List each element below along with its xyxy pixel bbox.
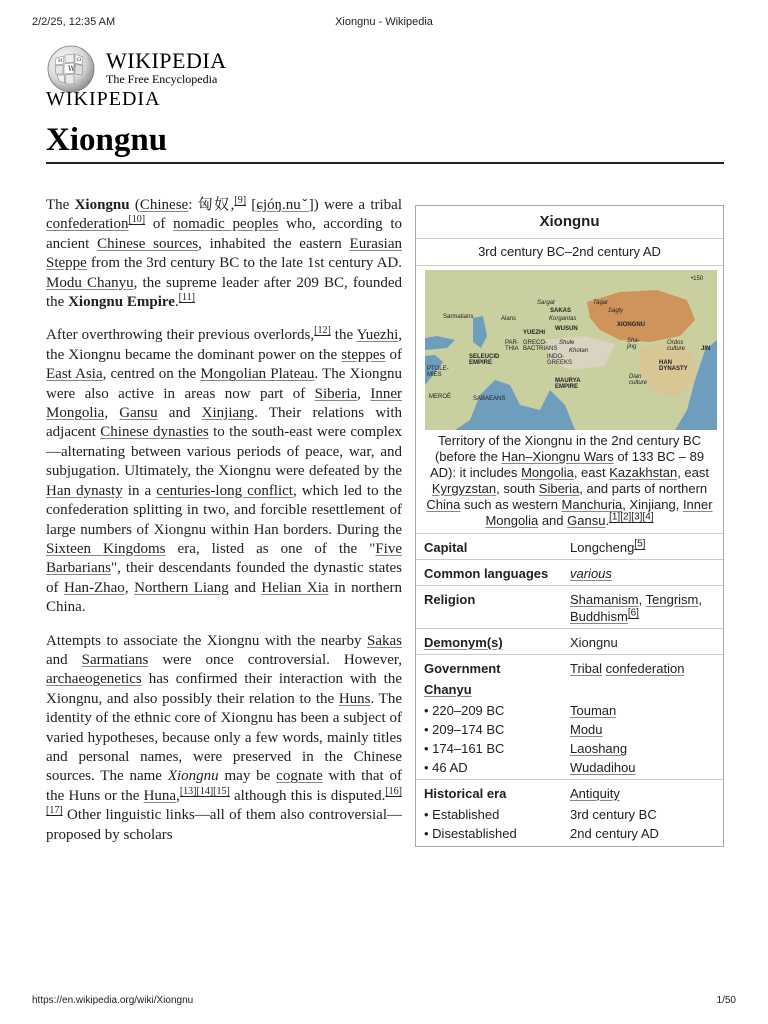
era-label: Historical era	[424, 786, 507, 801]
text: may be	[218, 768, 277, 785]
reference	[128, 214, 145, 225]
infobox-row-chanyu	[416, 758, 723, 779]
map-label-maurya: MAURYA EMPIRE	[555, 378, 581, 390]
text: ", their descendants founded the dynastic states of	[46, 560, 402, 596]
map-label-ordos: Ordos culture	[667, 340, 686, 352]
xiongnu-territory-map[interactable]	[425, 270, 717, 430]
print-page-title: Xiongnu - Wikipedia	[335, 16, 433, 28]
text: , east	[573, 465, 610, 480]
reference	[179, 292, 195, 303]
link-east-asia[interactable]: East Asia	[46, 366, 103, 383]
languages-label: Common languages	[424, 566, 549, 581]
capital-label: Capital	[424, 540, 468, 555]
wikipedia-globe-icon	[46, 44, 96, 94]
italic-term: Xiongnu	[167, 768, 219, 785]
link-five-barbarians[interactable]: Five Barbarians	[46, 540, 403, 577]
link-confederation[interactable]: confederation	[605, 661, 685, 676]
text: ,	[104, 405, 120, 422]
text: era, listed as one of the "	[165, 540, 376, 557]
link-cognate[interactable]: cognate	[276, 768, 323, 785]
link-gansu[interactable]: Gansu	[567, 513, 606, 528]
chanyu-years: • 46 AD	[424, 760, 468, 775]
ref-link[interactable]: [13]	[179, 785, 197, 797]
infobox-row-chanyu	[416, 739, 723, 758]
reference	[314, 325, 331, 336]
text: After overthrowing their previous overlords,	[46, 327, 315, 344]
chanyu-years: • 220–209 BC	[424, 703, 505, 718]
link-xinjiang[interactable]: Xinjiang	[201, 405, 255, 422]
ref-link[interactable]: [15]	[213, 785, 230, 797]
link-sarmatians[interactable]: Sarmatians	[81, 651, 149, 668]
map-label-yuezhi: YUEZHI	[523, 330, 546, 336]
ref-link[interactable]: [14]	[196, 785, 214, 797]
text: ,	[176, 787, 180, 804]
text: .	[174, 294, 179, 311]
capital-text: Longcheng	[570, 540, 635, 555]
bold-term: Xiongnu	[74, 197, 130, 213]
chanyu-label	[424, 681, 570, 698]
infobox-row-government	[416, 654, 723, 680]
map-label-wusun: WUSUN	[555, 326, 578, 332]
map-label-khotan: Khotan	[569, 348, 589, 354]
text: has confirmed their interaction with the Xiongnu, and also possibly their relation to the	[46, 671, 402, 707]
link-confederation[interactable]: confederation	[46, 216, 129, 233]
text: .	[605, 513, 610, 528]
link-yuezhi[interactable]: Yuezhi	[356, 327, 399, 344]
ref-link[interactable]: [11]	[178, 292, 195, 304]
demonym-label	[424, 634, 570, 651]
link-antiquity[interactable]: Antiquity	[570, 786, 620, 801]
text: although this is disputed.	[229, 787, 386, 804]
languages-value	[570, 565, 715, 582]
paragraph-intro	[46, 196, 402, 312]
link-pronunciation[interactable]: ɕjóŋ.nuˇ	[256, 197, 309, 213]
map-label-meroe: MEROË	[429, 394, 452, 400]
text: ,	[124, 579, 135, 596]
link-mongolian-plateau[interactable]: Mongolian Plateau	[200, 366, 315, 383]
text: of	[385, 346, 403, 363]
map-label-alans: Alans	[501, 316, 517, 322]
government-value	[570, 660, 715, 677]
capital-value	[570, 539, 715, 556]
text: the	[330, 327, 357, 344]
chanyu-name	[570, 759, 715, 776]
wikipedia-wordmark: WIKIPEDIA	[106, 48, 227, 73]
infobox-row-chanyu-header	[416, 680, 723, 701]
map-label-han: HAN DYNASTY	[659, 360, 688, 372]
infobox-map-caption	[416, 430, 723, 534]
text: in a	[122, 482, 157, 499]
svg-text:Ω: Ω	[77, 57, 82, 63]
text: and	[157, 405, 202, 422]
demonym-value: Xiongnu	[570, 635, 618, 650]
link-modu[interactable]: Modu	[570, 722, 603, 737]
link-steppes[interactable]: steppes	[341, 346, 386, 363]
text: ,	[698, 592, 703, 607]
reference	[628, 608, 639, 619]
text: and	[228, 579, 262, 596]
text: of 133 BC – 89 AD): it includes	[430, 449, 705, 480]
text: . The Xiongnu were also active in areas now part of	[46, 366, 402, 402]
print-url: https://en.wikipedia.org/wiki/Xiongnu	[32, 995, 194, 1006]
chanyu-name	[570, 702, 715, 719]
link-helian-xia[interactable]: Helian Xia	[261, 579, 329, 596]
ref-link[interactable]: [5]	[634, 538, 646, 550]
map-label-seleucid: SELEUCID EMPIRE	[469, 354, 500, 366]
text: were once controversial. However,	[148, 651, 402, 668]
link-inner-mongolia[interactable]: Inner Mongolia	[485, 497, 713, 528]
link-sakas[interactable]: Sakas	[367, 632, 402, 649]
text: ,	[638, 592, 646, 607]
map-label-jin: JIN	[701, 346, 711, 352]
link-gansu[interactable]: Gansu	[119, 405, 158, 422]
text: to the south-east were complex—alternating between various periods of peace, war, and subjugation. Ultimately, the Xiongnu were defeated by the	[46, 424, 403, 480]
map-label-korgantas: Korgantas	[549, 316, 577, 322]
text: Territory of the Xiongnu in the 2nd century BC (before the	[434, 433, 702, 464]
reference	[609, 512, 654, 523]
text: in northern China.	[46, 579, 402, 616]
text: ]) were a tribal	[308, 197, 402, 213]
established-label: • Established	[424, 807, 500, 822]
established-value: 3rd century BC	[570, 807, 657, 822]
text: (	[129, 197, 140, 213]
infobox-subtitle: 3rd century BC–2nd century AD	[416, 239, 723, 266]
infobox-row-capital	[416, 534, 723, 559]
link-china[interactable]: China	[426, 497, 461, 512]
paragraph-history	[46, 326, 402, 617]
bold-term: Xiongnu Empire	[68, 294, 175, 311]
svg-text:W: W	[68, 65, 76, 73]
text: and	[538, 513, 568, 528]
link-northern-liang[interactable]: Northern Liang	[134, 579, 229, 596]
text: . The identity of the ethnic core of Xiongnu has been a subject of varied hypotheses, because only a few words, mainly titles and personal names, were preserved in the Chinese sources. The name	[46, 690, 402, 785]
text: , centred on the	[102, 366, 201, 383]
link-han-dynasty[interactable]: Han dynasty	[46, 482, 123, 499]
map-label-parthia: PAR-THIA	[505, 340, 519, 352]
link-siberia[interactable]: Siberia	[314, 385, 358, 402]
map-label-sabaeans: SABAEANS	[473, 396, 506, 402]
paragraph-origins	[46, 632, 402, 845]
link-chinese-sources[interactable]: Chinese sources	[97, 235, 199, 252]
link-chinese-dynasties[interactable]: Chinese dynasties	[100, 424, 209, 441]
ref-link[interactable]: [6]	[627, 607, 639, 619]
link-tribal[interactable]: Tribal	[570, 661, 603, 676]
link-huns[interactable]: Huns	[338, 690, 371, 707]
map-label-xiongnu: XIONGNU	[617, 322, 646, 328]
map-label-shule: Shule	[559, 340, 575, 346]
link-touman[interactable]: Touman	[570, 703, 617, 718]
link-inner-mongolia[interactable]: Inner Mongolia	[46, 385, 402, 422]
link-huna[interactable]: Huna	[143, 787, 177, 804]
map-label-tagar: Tagar	[593, 300, 609, 306]
link-tengrism[interactable]: Tengrism	[645, 592, 699, 607]
map-label-corner: •150	[691, 276, 704, 282]
print-datetime: 2/2/25, 12:35 AM	[32, 16, 116, 28]
text: . Their relations with adjacent	[46, 405, 402, 441]
map-label-shajing: Sha-jing	[627, 338, 640, 350]
ref-link[interactable]: [9]	[234, 195, 247, 206]
print-page-number: 1/50	[716, 995, 736, 1006]
link-nomadic-peoples[interactable]: nomadic peoples	[173, 216, 279, 233]
religion-value	[570, 591, 715, 625]
page-title: Xiongnu	[46, 122, 168, 158]
link-eurasian-steppe[interactable]: Eurasian Steppe	[46, 235, 403, 272]
link-mongolia[interactable]: Mongolia	[521, 465, 574, 480]
text: and	[46, 651, 82, 668]
link-manchuria[interactable]: Manchuria	[561, 497, 623, 512]
infobox-row-disestablished	[416, 824, 723, 846]
text: , east	[677, 465, 709, 480]
ref-link[interactable]: [1]	[609, 511, 621, 523]
link-chanyu[interactable]: Chanyu	[424, 682, 472, 697]
link-archaeogenetics[interactable]: archaeogenetics	[46, 671, 142, 688]
link-wudadihou[interactable]: Wudadihou	[570, 760, 636, 775]
map-label-sakas: SAKAS	[550, 308, 572, 314]
infobox-map-container	[416, 266, 723, 430]
government-label: Government	[424, 661, 501, 676]
text: , Xinjiang,	[622, 497, 683, 512]
infobox-row-chanyu	[416, 720, 723, 739]
text: , which led to the confederation splitting in two, and forcible resettlement of large numbers of Xiongnu within Han borders. During the	[46, 482, 403, 538]
title-divider	[46, 162, 724, 164]
map-label-greco: GRECO-BACTRIANS	[523, 340, 558, 352]
link-modu-chanyu[interactable]: Modu Chanyu	[46, 274, 134, 291]
text: Attempts to associate the Xiongnu with the nearby	[46, 632, 367, 649]
map-label-sagly: Sagly	[608, 308, 624, 314]
chanyu-years: • 174–161 BC	[424, 741, 505, 756]
chanyu-name	[570, 740, 715, 757]
infobox-row-chanyu	[416, 701, 723, 720]
link-demonym[interactable]: Demonym(s)	[424, 635, 503, 650]
infobox-row-demonym	[416, 628, 723, 654]
text: [	[246, 197, 257, 213]
map-label-ptolemies: PTOLE-MIES	[427, 366, 449, 378]
infobox-row-languages	[416, 559, 723, 585]
text: with that of the Huns or the	[46, 768, 402, 804]
text: , south	[496, 481, 539, 496]
reference	[234, 195, 246, 206]
link-buddhism[interactable]: Buddhism	[570, 609, 628, 624]
reference	[180, 786, 230, 797]
text: The	[46, 197, 75, 213]
link-sixteen-kingdoms[interactable]: Sixteen Kingdoms	[46, 540, 166, 557]
link-kazakhstan[interactable]: Kazakhstan	[609, 465, 678, 480]
link-centuries-long-conflict[interactable]: centuries-long conflict	[156, 482, 293, 499]
religion-label: Religion	[424, 592, 476, 607]
disestablished-label: • Disestablished	[424, 826, 517, 841]
text: ,	[357, 385, 371, 402]
text: : 匈奴,	[188, 197, 235, 213]
link-various[interactable]: various	[570, 566, 612, 581]
link-kyrgyzstan[interactable]: Kyrgyzstan	[431, 481, 497, 496]
link-chinese[interactable]: Chinese	[139, 197, 189, 213]
link-siberia[interactable]: Siberia	[538, 481, 580, 496]
infobox-title: Xiongnu	[416, 206, 723, 239]
map-label-dian: Dian culture	[629, 374, 648, 386]
chanyu-name	[570, 721, 715, 738]
map-label-sarmatians: Sarmatians	[443, 314, 474, 320]
map-label-indo-greeks: INDO-GREEKS	[547, 354, 573, 366]
ref-link[interactable]: [12]	[314, 325, 331, 337]
text: Other linguistic links—all of them also controversial—proposed by scholars	[46, 807, 402, 843]
link-han-zhao[interactable]: Han-Zhao	[64, 579, 125, 596]
text: who, according to ancient	[46, 216, 402, 252]
infobox	[415, 205, 724, 847]
era-value	[570, 785, 715, 802]
ref-link[interactable]: [16]	[385, 785, 402, 797]
text: , and parts of northern	[579, 481, 708, 496]
ref-link[interactable]: [4]	[642, 511, 654, 523]
link-laoshang[interactable]: Laoshang	[570, 741, 628, 756]
article-body	[46, 196, 402, 859]
text: , inhabited the eastern	[198, 235, 350, 252]
reference	[634, 539, 645, 550]
infobox-row-established	[416, 805, 723, 824]
disestablished-value: 2nd century AD	[570, 826, 659, 841]
map-label-sargat: Sargat	[537, 300, 555, 306]
ref-link[interactable]: [17]	[46, 805, 63, 817]
ref-link[interactable]: [2]	[620, 511, 632, 523]
chanyu-years: • 209–174 BC	[424, 722, 505, 737]
wikipedia-tagline: The Free Encyclopedia	[106, 72, 218, 86]
link-han-xiongnu-wars[interactable]: Han–Xiongnu Wars	[501, 449, 614, 464]
ref-link[interactable]: [10]	[128, 214, 146, 226]
text: such as western	[460, 497, 562, 512]
ref-link[interactable]: [3]	[631, 511, 643, 523]
text: of	[145, 216, 174, 233]
text: , the Xiongnu became the dominant power on the	[46, 327, 402, 363]
infobox-row-religion	[416, 585, 723, 628]
link-shamanism[interactable]: Shamanism	[570, 592, 639, 607]
svg-text:И: И	[58, 58, 63, 64]
infobox-row-era	[416, 779, 723, 805]
text: from the 3rd century BC to the late 1st century AD.	[86, 255, 402, 272]
text: , the supreme leader after 209 BC, founded the	[46, 274, 402, 311]
wikipedia-wordmark-secondary: WIKIPEDIA	[46, 88, 161, 110]
